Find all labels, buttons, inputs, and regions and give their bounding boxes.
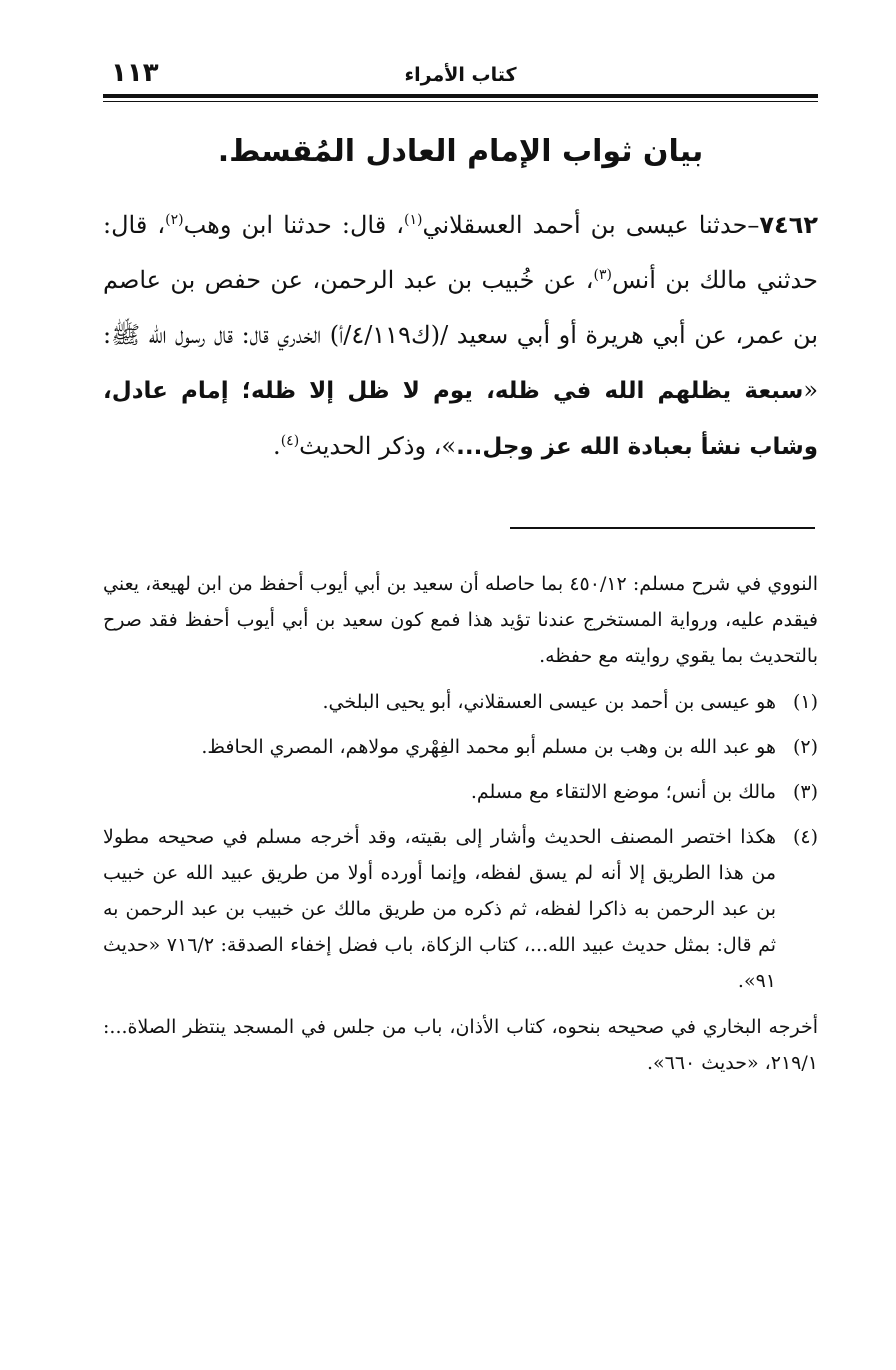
footnotes-separator — [510, 527, 815, 529]
footnote-ref-2: (٢) — [165, 212, 184, 228]
footnote-text: هو عبد الله بن وهب بن مسلم أبو محمد الفِهْري مولاهم، المصري الحافظ. — [201, 736, 776, 758]
page-number: ١١٣ — [111, 58, 159, 88]
footnote-ref-3: (٣) — [593, 267, 612, 283]
footnote-number: (٢) — [792, 736, 818, 758]
footnote-number: (١) — [792, 691, 818, 713]
running-title: كتاب الأمراء — [404, 64, 517, 86]
hadith-text-part: ، قال: حدثني مالك بن أنس — [103, 211, 818, 294]
footnote-text: هو عيسى بن أحمد بن عيسى العسقلاني، أبو يحيى البلخي. — [322, 691, 776, 713]
footnote-4 — [103, 819, 818, 999]
footnote-ref-4: (٤) — [280, 433, 300, 449]
hadith-text-part: . — [273, 432, 281, 460]
header-rule-thin — [103, 101, 818, 102]
hadith-text-part: »، وذكر الحديث — [299, 432, 457, 460]
footnote-addendum: أخرجه البخاري في صحيحه بنحوه، كتاب الأذان، باب من جلس في المسجد ينتظر الصلاة...: ٢١٩/١، «حديث ٦٦٠». — [103, 1016, 818, 1074]
footnote-text: مالك بن أنس؛ موضع الالتقاء مع مسلم. — [470, 781, 776, 803]
footnote-continuation: النووي في شرح مسلم: ٤٥٠/١٢ بما حاصله أن سعيد بن أبي أيوب أحفظ من ابن لهيعة، يعني فيقدم عليه، ورواية المستخرج عندنا تؤيد هذا فمع كون سعيد بن أبي أيوب أحفظ فقد صرح بالتحديث بما يقوي روايته مع حفظه. — [103, 573, 818, 667]
footnote-1 — [103, 684, 818, 720]
hadith-text-part: ، قال: حدثنا ابن وهب — [183, 211, 404, 239]
footnote-text: هكذا اختصر المصنف الحديث وأشار إلى بقيته، وقد أخرجه مسلم في صحيحه مطولا من هذا الطريق إلا أنه لم يسق لفظه، وإنما أورده أولا من طريق عبيد الله عن خبيب بن عبد الرحمن به ذاكرا لفظه، ثم ذكره من طريق مالك عن خبيب بن عبد الرحمن به ثم قال: بمثل حديث عبيد الله...، كتاب الزكاة، باب فضل إخفاء الصدقة: ٧١٦/٢ «حديث ٩١». — [103, 826, 776, 992]
footnote-3 — [103, 774, 818, 810]
footnotes — [103, 566, 818, 1081]
footnote-number: (٣) — [792, 781, 818, 803]
hadith-number: ٧٤٦٢ — [759, 211, 818, 239]
chapter-heading: بيان ثواب الإمام العادل المُقسط. — [217, 134, 704, 169]
header-rule-thick — [103, 94, 818, 98]
prophet-quote: سبعة يظلهم الله في ظله، يوم لا ظل إلا ظله؛ إمام عادل، وشاب نشأ بعبادة الله عز وجل... — [103, 378, 818, 460]
hadith-text-part: ، عن خُبيب بن عبد الرحمن، عن حفص بن عاصم بن عمر، عن أبي هريرة أو أبي سعيد /(ك٤/١١٩/أ) الخدري قال: قال رسول الله ﷺ: « — [103, 266, 818, 404]
hadith-text-part: –حدثنا عيسى بن أحمد العسقلاني — [422, 211, 760, 239]
footnote-2 — [103, 729, 818, 765]
footnote-ref-1: (١) — [404, 212, 423, 228]
page-header — [103, 58, 818, 92]
hadith-text — [103, 198, 818, 475]
footnote-number: (٤) — [792, 826, 818, 848]
